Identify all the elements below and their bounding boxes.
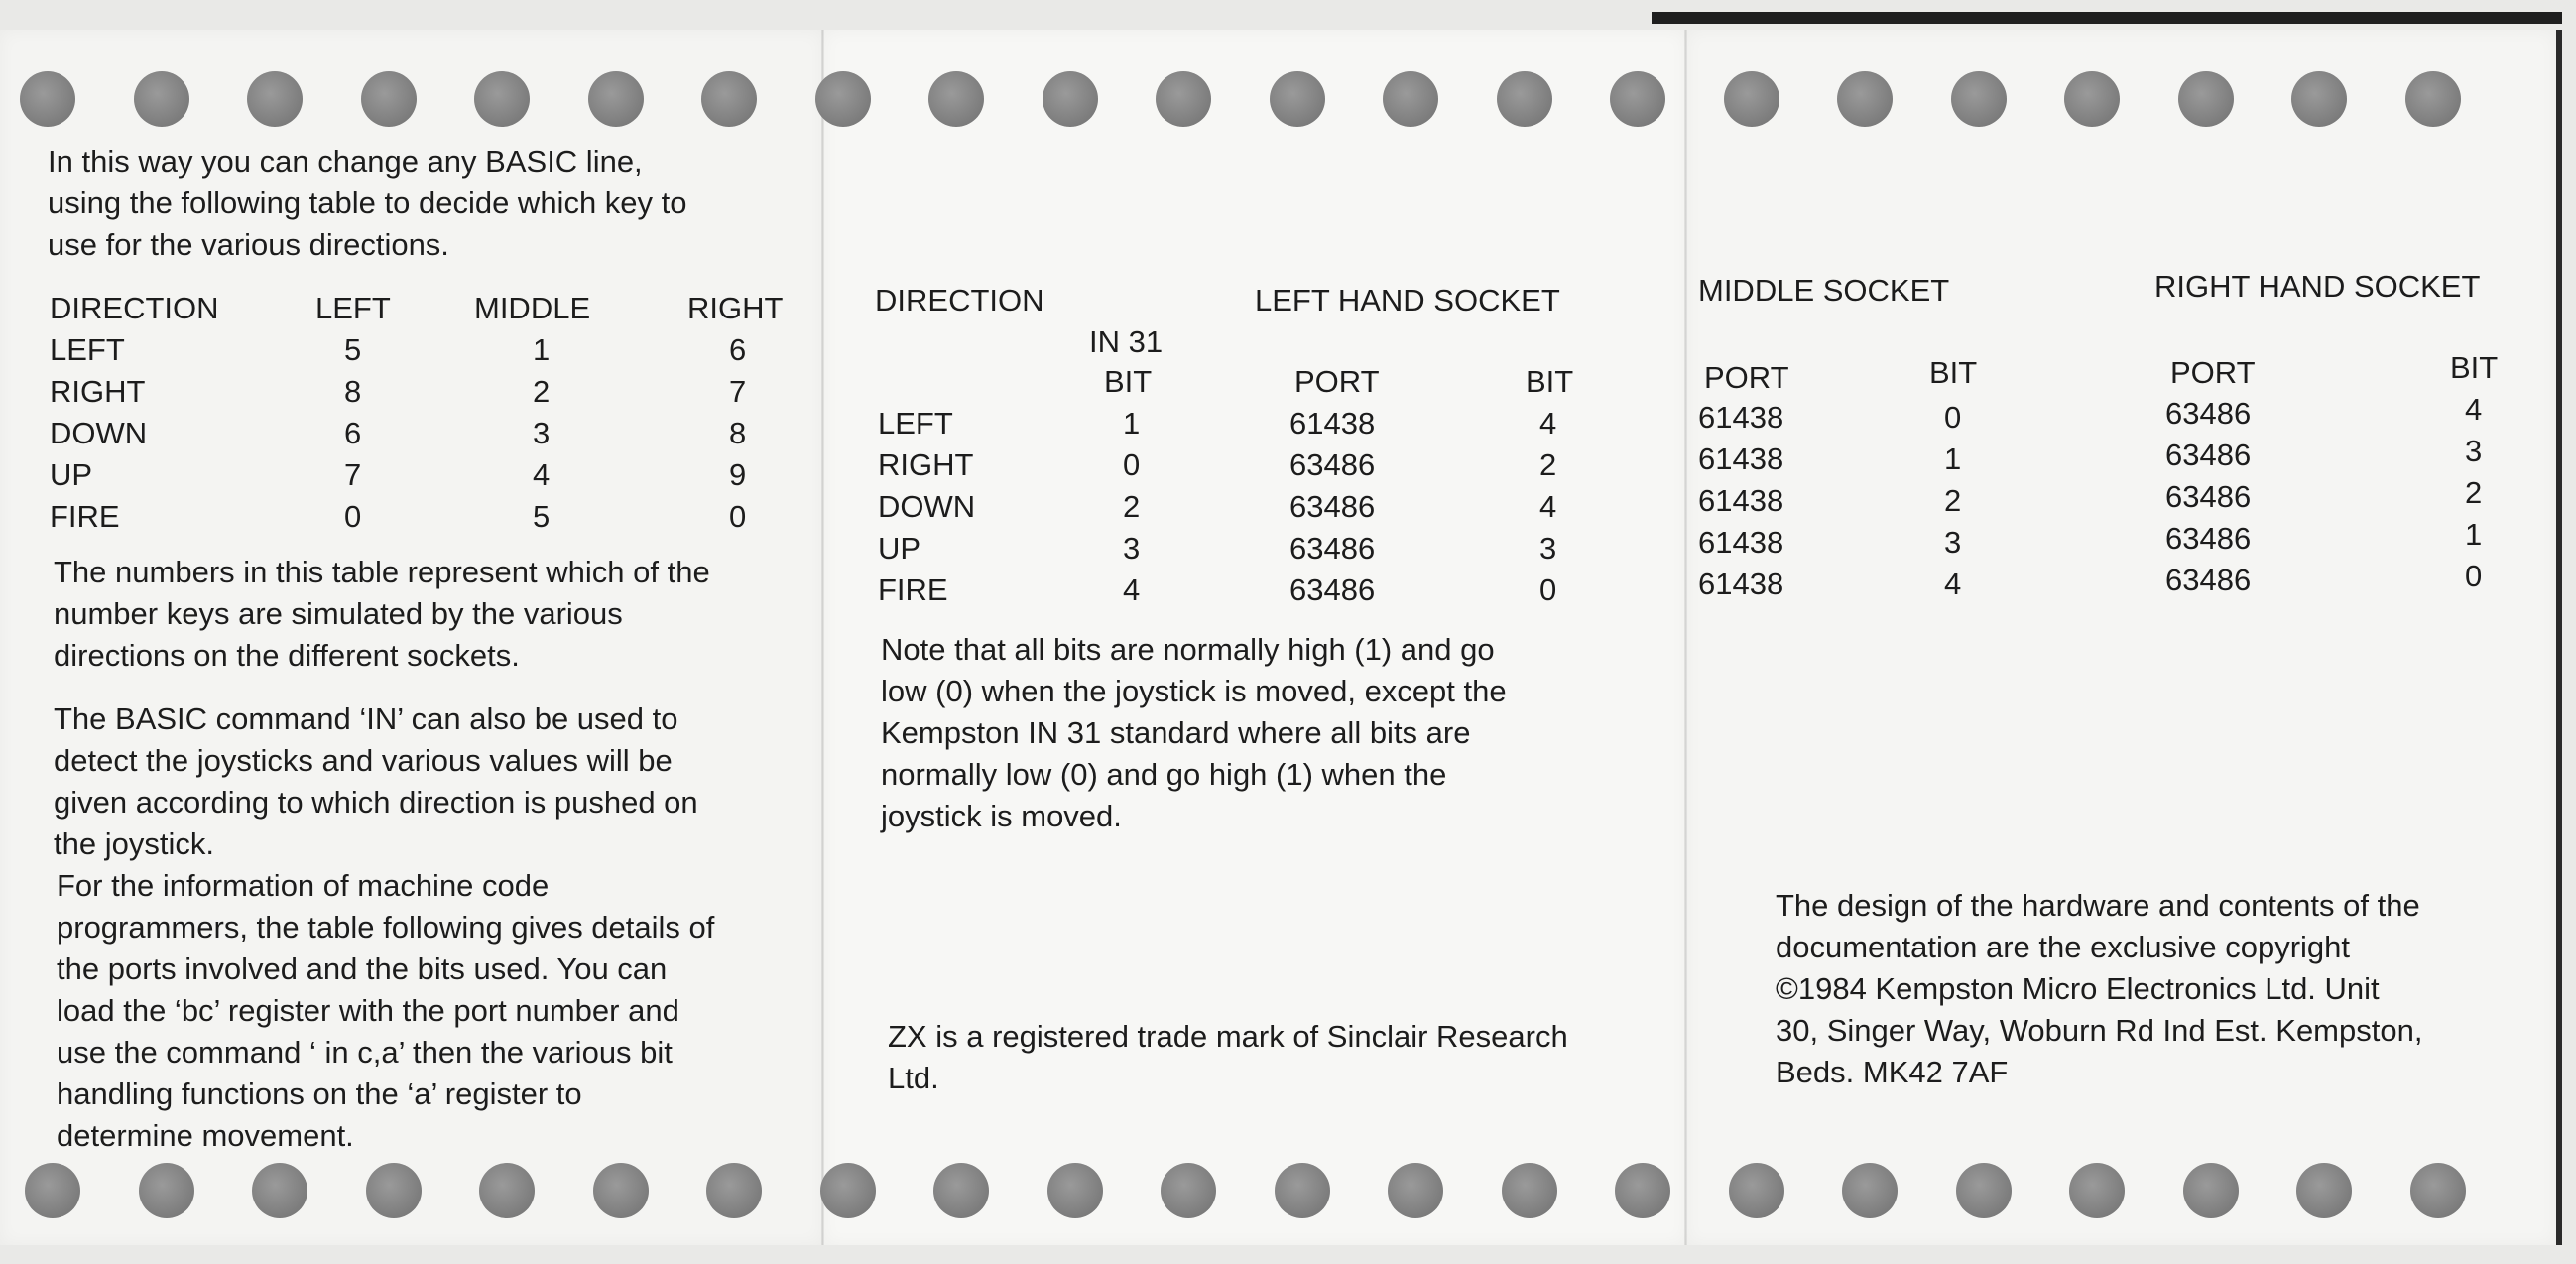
perforation-dot <box>1383 71 1438 127</box>
perforation-dot <box>2178 71 2234 127</box>
perforation-dot <box>2291 71 2347 127</box>
socket-row-cell: DOWN <box>878 489 976 524</box>
socket-row-cell: 1 <box>2465 517 2483 552</box>
key-table-cell: 9 <box>729 457 747 492</box>
key-table-cell: 0 <box>344 499 362 534</box>
basic-in-paragraph <box>54 698 698 865</box>
perforation-dot <box>1729 1163 1784 1218</box>
key-table-cell: 4 <box>533 457 551 492</box>
key-table-cell: 3 <box>533 416 551 450</box>
key-table-cell: 5 <box>344 332 362 367</box>
perforation-dot <box>1615 1163 1670 1218</box>
perforation-dot <box>820 1163 876 1218</box>
socket-row-cell: UP <box>878 531 921 566</box>
header-bit-2: BIT <box>1526 364 1574 399</box>
numbers-note-line: number keys are simulated by the various <box>54 596 623 631</box>
perforation-dot <box>2183 1163 2239 1218</box>
socket-row-cell: 1 <box>1123 406 1141 441</box>
socket-row-cell: 61438 <box>1698 525 1784 560</box>
perforation-dot <box>1502 1163 1557 1218</box>
trademark-paragraph <box>888 1016 1568 1099</box>
perforation-dot <box>25 1163 80 1218</box>
key-table-header-left: LEFT <box>315 291 391 325</box>
copyright-line: ©1984 Kempston Micro Electronics Ltd. Unit <box>1776 971 2380 1006</box>
socket-row-cell: 4 <box>1944 567 1962 601</box>
perforation-dot <box>252 1163 307 1218</box>
perforation-dot <box>20 71 75 127</box>
perforation-dot <box>928 71 984 127</box>
key-table-cell: 2 <box>533 374 551 409</box>
perforation-dot <box>1388 1163 1443 1218</box>
perforation-dot <box>2064 71 2120 127</box>
header-left-hand-socket: LEFT HAND SOCKET <box>1255 283 1560 317</box>
header-bit: BIT <box>1104 364 1153 399</box>
basic-in-line: detect the joysticks and various values will be <box>54 743 673 778</box>
bits-note-line: low (0) when the joystick is moved, except the <box>881 674 1507 708</box>
key-table-cell: FIRE <box>50 499 120 534</box>
socket-row-cell: 0 <box>1539 572 1557 607</box>
trademark-line: ZX is a registered trade mark of Sinclair Research <box>888 1019 1568 1054</box>
key-table-cell: 8 <box>729 416 747 450</box>
socket-row-cell: 0 <box>2465 559 2483 593</box>
perforation-dot <box>701 71 757 127</box>
socket-row-cell: LEFT <box>878 406 953 441</box>
perforation-dot <box>139 1163 194 1218</box>
machine-code-line: load the ‘bc’ register with the port number and <box>57 993 679 1028</box>
copyright-paragraph <box>1776 885 2422 1093</box>
perforation-dot <box>474 71 530 127</box>
header-right-hand-socket: RIGHT HAND SOCKET <box>2154 269 2481 304</box>
perforation-dot <box>1956 1163 2012 1218</box>
basic-in-line: The BASIC command ‘IN’ can also be used to <box>54 701 678 736</box>
key-table-cell: UP <box>50 457 93 492</box>
intro-line: use for the various directions. <box>48 227 449 262</box>
key-table-header-right: RIGHT <box>687 291 784 325</box>
key-table-cell: 6 <box>729 332 747 367</box>
bits-note-line: Kempston IN 31 standard where all bits are <box>881 715 1471 750</box>
copyright-line: 30, Singer Way, Woburn Rd Ind Est. Kempston, <box>1776 1013 2423 1048</box>
bits-note-line: normally low (0) and go high (1) when the <box>881 757 1447 792</box>
header-port: PORT <box>1294 364 1380 399</box>
perforation-dot <box>1043 71 1098 127</box>
socket-row-cell: 63486 <box>2165 396 2252 431</box>
perforation-dot <box>1837 71 1893 127</box>
basic-in-line: the joystick. <box>54 826 214 861</box>
numbers-note-line: directions on the different sockets. <box>54 638 520 673</box>
copyright-line: documentation are the exclusive copyright <box>1776 930 2350 964</box>
numbers-note-line: The numbers in this table represent which of the <box>54 555 710 589</box>
machine-code-line: the ports involved and the bits used. You can <box>57 951 668 986</box>
socket-row-cell: 63486 <box>1289 572 1376 607</box>
socket-row-cell: 2 <box>1944 483 1962 518</box>
socket-row-cell: 3 <box>1539 531 1557 566</box>
key-table-cell: 6 <box>344 416 362 450</box>
socket-row-cell: 61438 <box>1698 483 1784 518</box>
perforation-dot <box>2296 1163 2352 1218</box>
socket-row-cell: 63486 <box>2165 521 2252 556</box>
socket-row-cell: 3 <box>1123 531 1141 566</box>
header-port-middle: PORT <box>1704 360 1789 395</box>
perforation-dot <box>361 71 417 127</box>
socket-row-cell: 63486 <box>2165 479 2252 514</box>
socket-row-cell: 2 <box>1123 489 1141 524</box>
intro-line: In this way you can change any BASIC line, <box>48 144 643 179</box>
perforation-dot <box>588 71 644 127</box>
socket-row-cell: 2 <box>2465 475 2483 510</box>
key-table-header-direction: DIRECTION <box>50 291 219 325</box>
perforation-dot <box>1724 71 1779 127</box>
socket-row-cell: 63486 <box>1289 489 1376 524</box>
bits-note-line: Note that all bits are normally high (1) and go <box>881 632 1495 667</box>
socket-row-cell: 61438 <box>1698 567 1784 601</box>
header-port-right: PORT <box>2170 355 2256 390</box>
intro-line: using the following table to decide which key to <box>48 186 687 220</box>
perforation-dot <box>1610 71 1665 127</box>
basic-in-line: given according to which direction is pushed on <box>54 785 698 820</box>
perforation-dot <box>247 71 303 127</box>
machine-code-line: For the information of machine code <box>57 868 550 903</box>
socket-row-cell: 0 <box>1123 447 1141 482</box>
key-table-cell: 7 <box>729 374 747 409</box>
socket-row-cell: RIGHT <box>878 447 974 482</box>
key-table-cell: 5 <box>533 499 551 534</box>
header-middle-socket: MIDDLE SOCKET <box>1698 273 1950 308</box>
perforation-dot <box>815 71 871 127</box>
perforation-dot <box>134 71 189 127</box>
perforation-dot <box>1270 71 1325 127</box>
machine-code-line: use the command ‘ in c,a’ then the various bit <box>57 1035 673 1070</box>
socket-row-cell: 3 <box>1944 525 1962 560</box>
perforation-dot <box>706 1163 762 1218</box>
socket-row-cell: 4 <box>2465 392 2483 427</box>
perforation-dot <box>593 1163 649 1218</box>
machine-code-line: handling functions on the ‘a’ register to <box>57 1076 582 1111</box>
socket-row-cell: 63486 <box>1289 531 1376 566</box>
socket-row-cell: 63486 <box>2165 438 2252 472</box>
bits-note-paragraph <box>881 629 1507 837</box>
copyright-line: Beds. MK42 7AF <box>1776 1055 2009 1089</box>
header-direction: DIRECTION <box>875 283 1044 317</box>
socket-row-cell: 63486 <box>2165 563 2252 597</box>
trademark-line: Ltd. <box>888 1061 939 1095</box>
binding-edge <box>1652 12 2562 24</box>
socket-row-cell: FIRE <box>878 572 948 607</box>
fold-line-2 <box>1684 30 1687 1245</box>
perforation-dot <box>1156 71 1211 127</box>
numbers-note-paragraph <box>54 552 710 677</box>
socket-row-cell: 4 <box>1123 572 1141 607</box>
machine-code-line: programmers, the table following gives details of <box>57 910 715 945</box>
socket-row-cell: 61438 <box>1698 400 1784 435</box>
perforation-dot <box>1047 1163 1103 1218</box>
machine-code-paragraph <box>57 865 714 1157</box>
perforation-dot <box>2069 1163 2125 1218</box>
header-bit-right: BIT <box>2450 350 2499 385</box>
key-table-header-middle: MIDDLE <box>474 291 591 325</box>
socket-row-cell: 61438 <box>1698 442 1784 476</box>
socket-row-cell: 0 <box>1944 400 1962 435</box>
key-table-cell: 8 <box>344 374 362 409</box>
fold-line-1 <box>821 30 824 1245</box>
socket-row-cell: 1 <box>1944 442 1962 476</box>
bits-note-line: joystick is moved. <box>881 799 1122 833</box>
key-table-cell: RIGHT <box>50 374 146 409</box>
copyright-line: The design of the hardware and contents of the <box>1776 888 2420 923</box>
key-table-cell: 1 <box>533 332 551 367</box>
key-table-cell: 0 <box>729 499 747 534</box>
socket-row-cell: 4 <box>1539 489 1557 524</box>
socket-row-cell: 61438 <box>1289 406 1376 441</box>
perforation-dot <box>366 1163 422 1218</box>
key-table-cell: LEFT <box>50 332 125 367</box>
perforation-dot <box>2405 71 2461 127</box>
header-in-31: IN 31 <box>1089 324 1164 359</box>
perforation-dot <box>1842 1163 1898 1218</box>
socket-row-cell: 3 <box>2465 434 2483 468</box>
perforation-dot <box>2410 1163 2466 1218</box>
intro-paragraph <box>48 141 687 266</box>
socket-row-cell: 63486 <box>1289 447 1376 482</box>
key-table-cell: DOWN <box>50 416 148 450</box>
perforation-dot <box>1497 71 1552 127</box>
perforation-dot <box>1161 1163 1216 1218</box>
machine-code-line: determine movement. <box>57 1118 354 1153</box>
key-table-cell: 7 <box>344 457 362 492</box>
perforation-dot <box>1951 71 2007 127</box>
perforation-dot <box>479 1163 535 1218</box>
header-bit-middle: BIT <box>1929 355 1978 390</box>
perforation-dot <box>1275 1163 1330 1218</box>
perforation-dot <box>933 1163 989 1218</box>
socket-row-cell: 2 <box>1539 447 1557 482</box>
socket-row-cell: 4 <box>1539 406 1557 441</box>
